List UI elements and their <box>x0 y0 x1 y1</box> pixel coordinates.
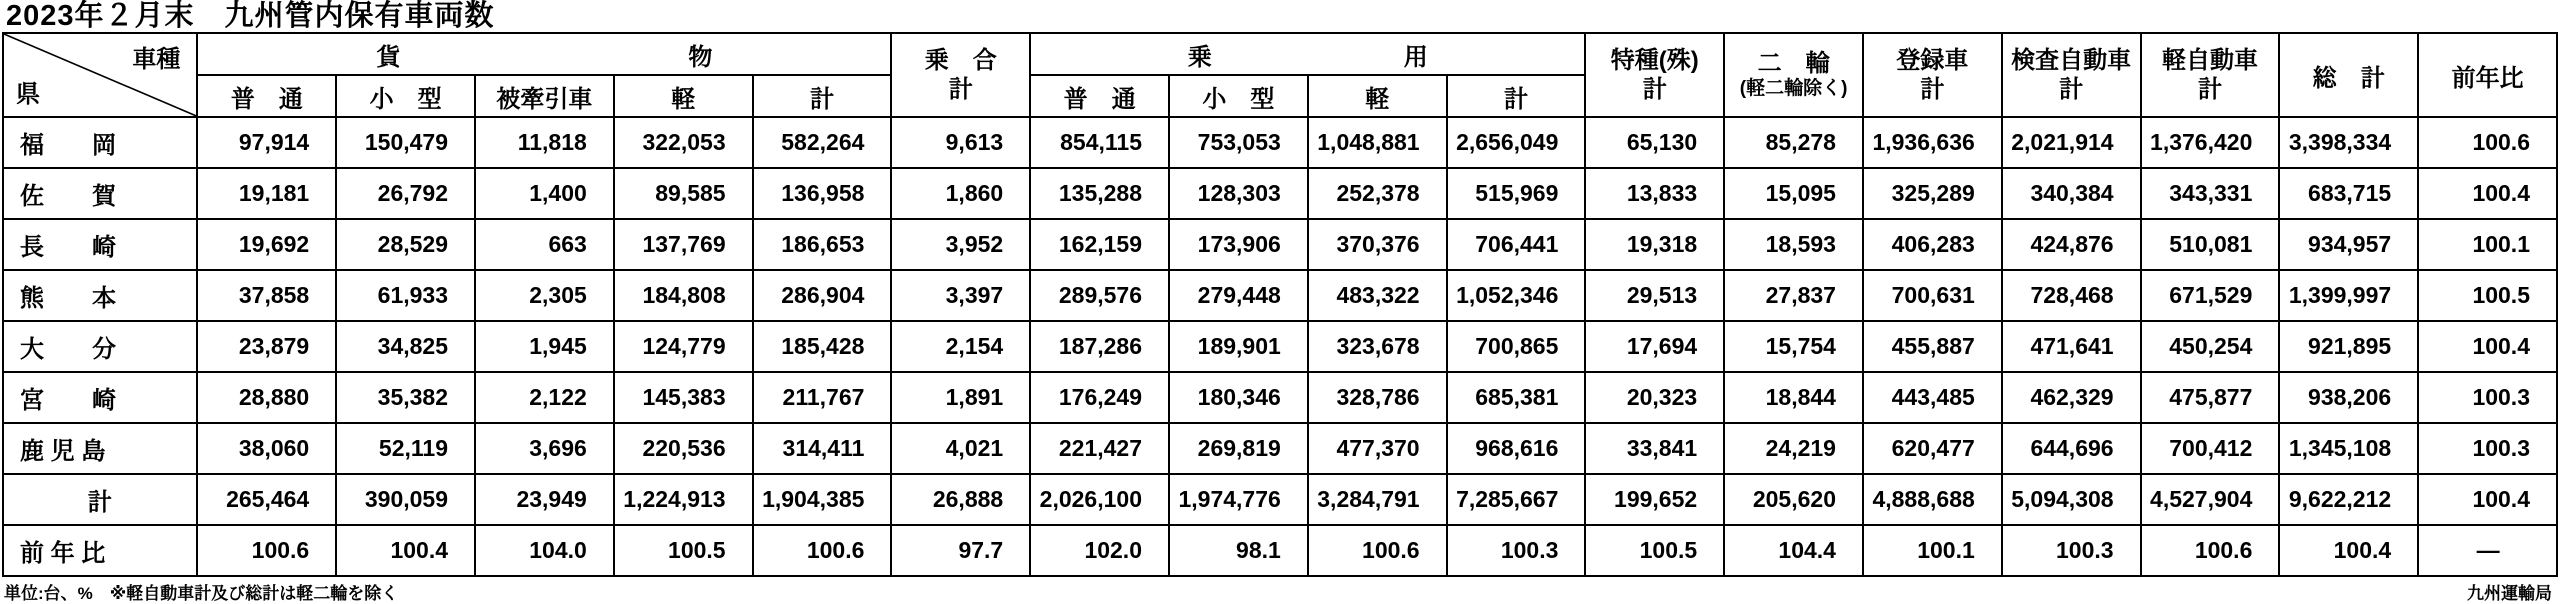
sub-header-passenger-total: 計 <box>1447 75 1586 117</box>
cell-value: 289,576 <box>1030 270 1169 321</box>
cell-value: 483,322 <box>1308 270 1447 321</box>
row-label: 佐 賀 <box>3 168 197 219</box>
cell-value: 753,053 <box>1169 117 1308 168</box>
cell-value: 252,378 <box>1308 168 1447 219</box>
cell-value: 34,825 <box>336 321 475 372</box>
corner-label-prefecture: 県 <box>16 81 40 108</box>
cell-value: 38,060 <box>197 423 336 474</box>
cell-value: 515,969 <box>1447 168 1586 219</box>
cell-value: 100.4 <box>2418 474 2557 525</box>
cell-value: 221,427 <box>1030 423 1169 474</box>
cell-value: 938,206 <box>2279 372 2418 423</box>
cell-value: ― <box>2418 525 2557 576</box>
cell-value: 700,631 <box>1863 270 2002 321</box>
cell-value: 5,094,308 <box>2002 474 2141 525</box>
cell-value: 2,154 <box>891 321 1030 372</box>
footnote-units: 単位:台、% ※軽自動車計及び総計は軽二輪を除く <box>4 584 399 603</box>
cell-value: 9,613 <box>891 117 1030 168</box>
sub-header-cargo-regular: 普 通 <box>197 75 336 117</box>
group-header-special-total: 特種(殊) 計 <box>1585 33 1724 117</box>
cell-value: 471,641 <box>2002 321 2141 372</box>
cell-value: 462,329 <box>2002 372 2141 423</box>
cell-value: 424,876 <box>2002 219 2141 270</box>
table-row <box>3 270 2557 321</box>
cell-value: 52,119 <box>336 423 475 474</box>
cell-value: 100.3 <box>1447 525 1586 576</box>
cell-value: 26,888 <box>891 474 1030 525</box>
cell-value: 4,888,688 <box>1863 474 2002 525</box>
cell-value: 671,529 <box>2141 270 2280 321</box>
cell-value: 700,865 <box>1447 321 1586 372</box>
cell-value: 7,285,667 <box>1447 474 1586 525</box>
cell-value: 3,284,791 <box>1308 474 1447 525</box>
group-header-yoy: 前年比 <box>2418 33 2557 117</box>
cell-value: 128,303 <box>1169 168 1308 219</box>
table-header <box>3 33 2557 117</box>
cell-value: 61,933 <box>336 270 475 321</box>
cell-value: 100.6 <box>2141 525 2280 576</box>
cell-value: 124,779 <box>614 321 753 372</box>
cell-value: 3,952 <box>891 219 1030 270</box>
cell-value: 100.6 <box>753 525 892 576</box>
row-label: 長 崎 <box>3 219 197 270</box>
cell-value: 343,331 <box>2141 168 2280 219</box>
cell-value: 1,376,420 <box>2141 117 2280 168</box>
cell-value: 205,620 <box>1724 474 1863 525</box>
cell-value: 4,021 <box>891 423 1030 474</box>
cell-value: 100.1 <box>1863 525 2002 576</box>
cell-value: 1,052,346 <box>1447 270 1586 321</box>
cell-value: 23,949 <box>475 474 614 525</box>
group-header-grand-total: 総 計 <box>2279 33 2418 117</box>
cell-value: 97,914 <box>197 117 336 168</box>
cell-value: 185,428 <box>753 321 892 372</box>
cell-value: 100.4 <box>2418 168 2557 219</box>
cell-value: 135,288 <box>1030 168 1169 219</box>
cell-value: 455,887 <box>1863 321 2002 372</box>
cell-value: 11,818 <box>475 117 614 168</box>
cell-value: 475,877 <box>2141 372 2280 423</box>
cell-value: 1,048,881 <box>1308 117 1447 168</box>
cell-value: 265,464 <box>197 474 336 525</box>
cell-value: 323,678 <box>1308 321 1447 372</box>
cell-value: 2,305 <box>475 270 614 321</box>
page-title: 2023年２月末 九州管内保有車両数 <box>6 0 495 32</box>
cell-value: 683,715 <box>2279 168 2418 219</box>
cell-value: 4,527,904 <box>2141 474 2280 525</box>
cell-value: 706,441 <box>1447 219 1586 270</box>
cell-value: 102.0 <box>1030 525 1169 576</box>
cell-value: 199,652 <box>1585 474 1724 525</box>
sub-header-passenger-regular: 普 通 <box>1030 75 1169 117</box>
cell-value: 162,159 <box>1030 219 1169 270</box>
cell-value: 65,130 <box>1585 117 1724 168</box>
cell-value: 104.0 <box>475 525 614 576</box>
cell-value: 15,754 <box>1724 321 1863 372</box>
cell-value: 180,346 <box>1169 372 1308 423</box>
cell-value: 328,786 <box>1308 372 1447 423</box>
cell-value: 477,370 <box>1308 423 1447 474</box>
vehicle-count-table <box>2 32 2558 577</box>
cell-value: 1,399,997 <box>2279 270 2418 321</box>
cell-value: 18,593 <box>1724 219 1863 270</box>
cell-value: 3,398,334 <box>2279 117 2418 168</box>
cell-value: 19,692 <box>197 219 336 270</box>
cell-value: 685,381 <box>1447 372 1586 423</box>
cell-value: 176,249 <box>1030 372 1169 423</box>
cell-value: 189,901 <box>1169 321 1308 372</box>
cell-value: 100.4 <box>2279 525 2418 576</box>
cell-value: 35,382 <box>336 372 475 423</box>
cell-value: 9,622,212 <box>2279 474 2418 525</box>
group-header-inspected-total: 検査自動車 計 <box>2002 33 2141 117</box>
cell-value: 370,376 <box>1308 219 1447 270</box>
row-label: 前 年 比 <box>3 525 197 576</box>
group-header-motorcycle: 二 輪 (軽二輪除く) <box>1724 33 1863 117</box>
cell-value: 100.6 <box>1308 525 1447 576</box>
cell-value: 15,095 <box>1724 168 1863 219</box>
cell-value: 100.3 <box>2002 525 2141 576</box>
cell-value: 582,264 <box>753 117 892 168</box>
cell-value: 921,895 <box>2279 321 2418 372</box>
cell-value: 186,653 <box>753 219 892 270</box>
cell-value: 100.3 <box>2418 423 2557 474</box>
cell-value: 137,769 <box>614 219 753 270</box>
cell-value: 510,081 <box>2141 219 2280 270</box>
table-body <box>3 117 2557 576</box>
cell-value: 29,513 <box>1585 270 1724 321</box>
cell-value: 220,536 <box>614 423 753 474</box>
cell-value: 1,345,108 <box>2279 423 2418 474</box>
cell-value: 1,936,636 <box>1863 117 2002 168</box>
group-header-registered-total: 登録車 計 <box>1863 33 2002 117</box>
sub-header-passenger-kei: 軽 <box>1308 75 1447 117</box>
cell-value: 3,397 <box>891 270 1030 321</box>
table-footer <box>0 577 2560 604</box>
cell-value: 26,792 <box>336 168 475 219</box>
row-label: 大 分 <box>3 321 197 372</box>
sub-header-passenger-small: 小 型 <box>1169 75 1308 117</box>
cell-value: 145,383 <box>614 372 753 423</box>
row-label: 計 <box>3 474 197 525</box>
cell-value: 187,286 <box>1030 321 1169 372</box>
cell-value: 100.6 <box>197 525 336 576</box>
sub-header-cargo-total: 計 <box>753 75 892 117</box>
cell-value: 340,384 <box>2002 168 2141 219</box>
cell-value: 406,283 <box>1863 219 2002 270</box>
cell-value: 286,904 <box>753 270 892 321</box>
cell-value: 854,115 <box>1030 117 1169 168</box>
cell-value: 19,181 <box>197 168 336 219</box>
cell-value: 1,904,385 <box>753 474 892 525</box>
cell-value: 17,694 <box>1585 321 1724 372</box>
cell-value: 33,841 <box>1585 423 1724 474</box>
cell-value: 1,400 <box>475 168 614 219</box>
group-header-kei-total: 軽自動車 計 <box>2141 33 2280 117</box>
cell-value: 13,833 <box>1585 168 1724 219</box>
sub-header-cargo-trailer: 被牽引車 <box>475 75 614 117</box>
cell-value: 3,696 <box>475 423 614 474</box>
cell-value: 314,411 <box>753 423 892 474</box>
cell-value: 98.1 <box>1169 525 1308 576</box>
cell-value: 269,819 <box>1169 423 1308 474</box>
cell-value: 968,616 <box>1447 423 1586 474</box>
cell-value: 1,891 <box>891 372 1030 423</box>
table-row <box>3 168 2557 219</box>
cell-value: 100.4 <box>2418 321 2557 372</box>
cell-value: 620,477 <box>1863 423 2002 474</box>
cell-value: 28,529 <box>336 219 475 270</box>
row-label: 宮 崎 <box>3 372 197 423</box>
cell-value: 1,860 <box>891 168 1030 219</box>
source-label: 九州運輸局 <box>2467 584 2552 603</box>
cell-value: 2,122 <box>475 372 614 423</box>
table-row <box>3 474 2557 525</box>
cell-value: 19,318 <box>1585 219 1724 270</box>
table-row <box>3 117 2557 168</box>
row-label: 鹿 児 島 <box>3 423 197 474</box>
cell-value: 27,837 <box>1724 270 1863 321</box>
cell-value: 173,906 <box>1169 219 1308 270</box>
table-row <box>3 525 2557 576</box>
cell-value: 663 <box>475 219 614 270</box>
cell-value: 23,879 <box>197 321 336 372</box>
group-header-cargo: 貨 物 <box>197 33 891 75</box>
cell-value: 28,880 <box>197 372 336 423</box>
cell-value: 2,021,914 <box>2002 117 2141 168</box>
cell-value: 150,479 <box>336 117 475 168</box>
cell-value: 2,026,100 <box>1030 474 1169 525</box>
cell-value: 100.3 <box>2418 372 2557 423</box>
cell-value: 1,945 <box>475 321 614 372</box>
cell-value: 934,957 <box>2279 219 2418 270</box>
cell-value: 100.6 <box>2418 117 2557 168</box>
cell-value: 184,808 <box>614 270 753 321</box>
cell-value: 728,468 <box>2002 270 2141 321</box>
cell-value: 97.7 <box>891 525 1030 576</box>
table-row <box>3 423 2557 474</box>
group-header-passenger: 乗 用 <box>1030 33 1585 75</box>
cell-value: 100.5 <box>614 525 753 576</box>
cell-value: 211,767 <box>753 372 892 423</box>
group-header-bus-total: 乗 合 計 <box>891 33 1030 117</box>
cell-value: 100.5 <box>2418 270 2557 321</box>
table-row <box>3 372 2557 423</box>
cell-value: 325,289 <box>1863 168 2002 219</box>
cell-value: 644,696 <box>2002 423 2141 474</box>
cell-value: 20,323 <box>1585 372 1724 423</box>
cell-value: 100.4 <box>336 525 475 576</box>
cell-value: 89,585 <box>614 168 753 219</box>
table-row <box>3 321 2557 372</box>
cell-value: 322,053 <box>614 117 753 168</box>
cell-value: 104.4 <box>1724 525 1863 576</box>
cell-value: 2,656,049 <box>1447 117 1586 168</box>
sub-header-cargo-kei: 軽 <box>614 75 753 117</box>
cell-value: 100.5 <box>1585 525 1724 576</box>
sub-header-cargo-small: 小 型 <box>336 75 475 117</box>
cell-value: 18,844 <box>1724 372 1863 423</box>
cell-value: 24,219 <box>1724 423 1863 474</box>
table-row <box>3 219 2557 270</box>
cell-value: 279,448 <box>1169 270 1308 321</box>
cell-value: 1,974,776 <box>1169 474 1308 525</box>
cell-value: 700,412 <box>2141 423 2280 474</box>
row-label: 熊 本 <box>3 270 197 321</box>
cell-value: 136,958 <box>753 168 892 219</box>
corner-label-vehicle-type: 車種 <box>132 46 181 73</box>
cell-value: 100.1 <box>2418 219 2557 270</box>
cell-value: 443,485 <box>1863 372 2002 423</box>
cell-value: 1,224,913 <box>614 474 753 525</box>
cell-value: 390,059 <box>336 474 475 525</box>
corner-header-cell <box>3 33 197 117</box>
row-label: 福 岡 <box>3 117 197 168</box>
cell-value: 85,278 <box>1724 117 1863 168</box>
cell-value: 450,254 <box>2141 321 2280 372</box>
cell-value: 37,858 <box>197 270 336 321</box>
